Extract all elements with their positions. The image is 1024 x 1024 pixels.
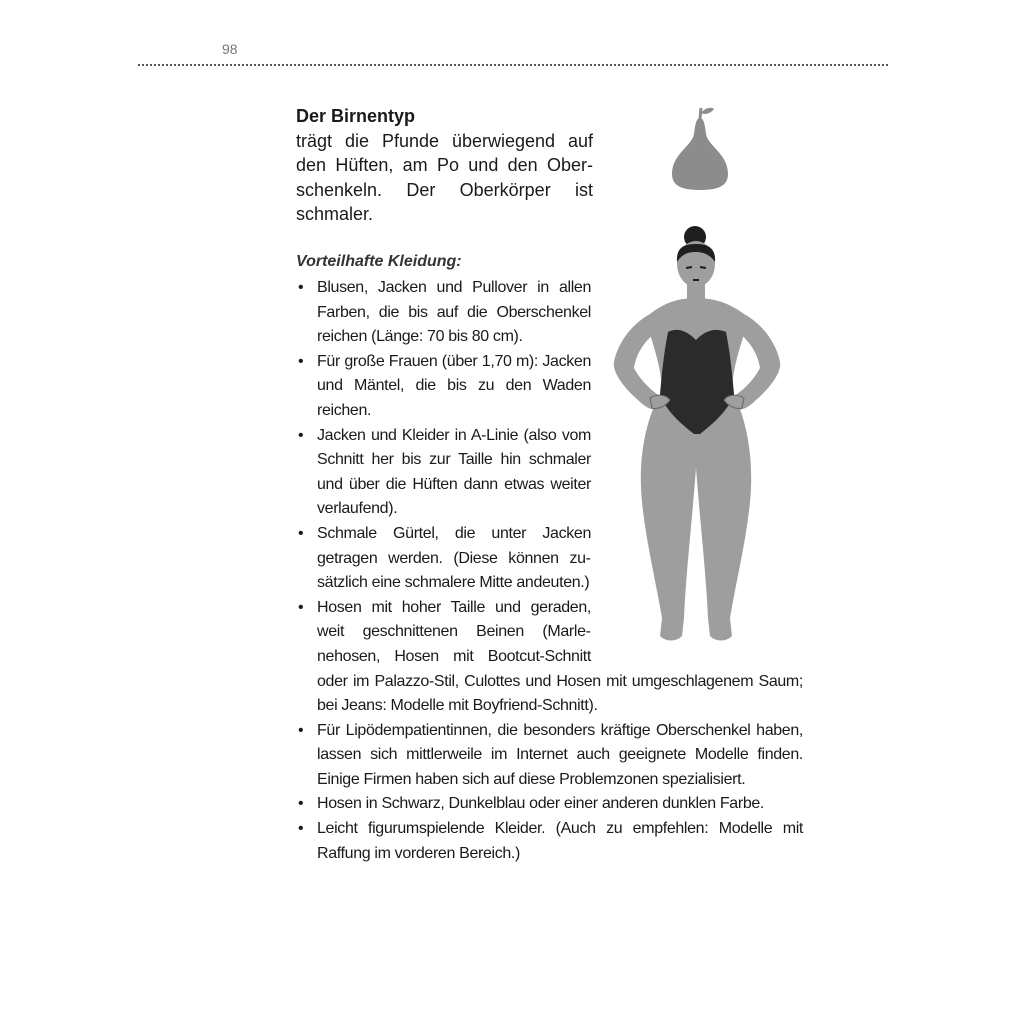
bullet-icon: • xyxy=(298,721,304,739)
list-item xyxy=(298,350,803,424)
bullet-icon: • xyxy=(298,524,304,542)
list-item-text: Für große Frauen (über 1,70 m): Jacken und Mäntel, die bis zu den Waden reichen. xyxy=(317,352,591,419)
list-item xyxy=(298,817,803,866)
intro-paragraph xyxy=(296,104,593,227)
section-heading: Der Birnentyp xyxy=(296,106,416,126)
list-item-text: Jacken und Kleider in A-Linie (also vom Schnitt her bis zur Taille hin schmaler und über die Hüften dann etwas weiter verlaufend). xyxy=(317,426,591,518)
list-item-text: Schmale Gürtel, die unter Jacken getragen werden. (Diese können zusätzlich eine schmalere Mitte andeuten.) xyxy=(317,524,591,592)
bullet-icon: • xyxy=(298,352,304,370)
list-item-text: Hosen in Schwarz, Dunkelblau oder einer anderen dunklen Farbe. xyxy=(317,795,765,813)
list-item xyxy=(298,276,803,350)
intro-text: trägt die Pfunde überwiegend auf den Hüften, am Po und den Oberschenkeln. Der Oberkörper ist schmaler. xyxy=(296,130,593,224)
pear-icon xyxy=(668,104,732,192)
clothing-subheading: Vorteilhafte Kleidung: xyxy=(296,253,462,270)
bullet-icon: • xyxy=(298,279,304,296)
list-item-text: Hosen mit hoher Taille und geraden, weit geschnittenen Beinen (Marlenehosen, Hosen mit Bootcut-Schnitt oder im Palazzo-Stil, Culottes und Hosen mit umgeschlagenem Saum; bei Jeans: Modelle mit Boyfriend-Schnitt). xyxy=(317,598,803,715)
bullet-icon: • xyxy=(298,795,304,813)
bullet-icon: • xyxy=(298,820,304,838)
bullet-icon: • xyxy=(298,426,304,444)
list-item xyxy=(298,792,803,817)
bullet-icon: • xyxy=(298,598,304,616)
list-item xyxy=(298,424,803,522)
clothing-recommendations-list xyxy=(298,276,803,866)
list-item xyxy=(298,596,803,719)
list-item xyxy=(298,522,803,596)
list-item-text: Für Lipödempatientinnen, die besonders kräftige Oberschenkel haben, lassen sich mittlerweile im Internet auch geeignete Modelle finden. Einige Firmen haben sich auf diese Problemzonen spezialisiert. xyxy=(317,721,803,788)
list-item-text: Leicht figurumspielende Kleider. (Auch zu empfehlen: Modelle mit Raffung im vorderen Bereich.) xyxy=(317,820,803,862)
list-item xyxy=(298,719,803,793)
header-divider xyxy=(138,64,888,66)
page-number: 98 xyxy=(222,41,238,57)
list-item-text: Blusen, Jacken und Pullover in allen Farben, die bis auf die Oberschenkel reichen (Länge: 70 bis 80 cm). xyxy=(317,279,591,346)
